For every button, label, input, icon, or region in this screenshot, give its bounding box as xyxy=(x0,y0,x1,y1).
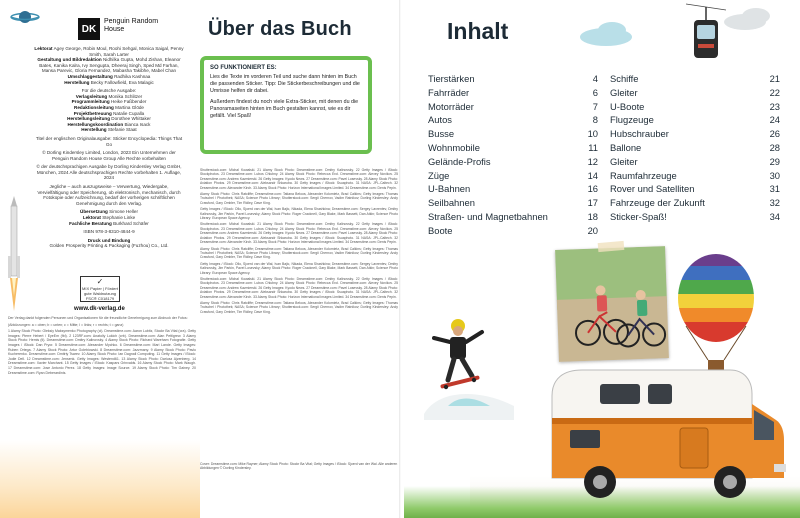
planet-icon xyxy=(10,8,40,26)
toc-entry[interactable]: Schiffe 21 xyxy=(610,73,780,84)
about-title: Über das Buch xyxy=(208,18,352,40)
toc-entry[interactable]: Motorräder 7 xyxy=(428,100,598,112)
toc-entry[interactable]: Boote 20 xyxy=(428,224,598,236)
rights-notice: Jegliche – auch auszugsweise – Verwertung, Wiedergabe, Vervielfältigung oder Speicherung, ob elektronisch, mechanisch, durch Fotokopie oder Aufzeichnung, bedarf der vorherigen schriftlichen Genehmigung durch den Verlag. xyxy=(37,184,181,206)
toc-entry[interactable]: Gleiter 29 xyxy=(610,155,780,167)
credits-de: Für die deutsche Ausgabe: Verlagsleitung Monika Schlitzer Programmleitung Heike Faßbender Redaktionsleitung Martina Glöde Projektbetreuung Natalie Cupalla Herstellungsleitung Dorothee Whittaker Herstellungskoordination Bianca Isack Herstellung Stefanie Staat xyxy=(67,88,151,133)
toc-entry[interactable]: Hubschrauber 26 xyxy=(610,128,780,140)
dk-logo: DK xyxy=(78,18,100,40)
imprint-credits xyxy=(34,46,184,252)
toc-entry[interactable]: Rover und Satelliten 31 xyxy=(610,183,780,195)
credits-en: Lektorat Agey George, Robin Moul, Roohi Sehgal, Monica Saigal, Penny Smith, Sarah Larter Gestaltung und Bildredaktion Nidhilka Gupta, Mohd Zishan, Eleanor Bates, Kanika Kalra, Ivy Sengupta, Dheeraj Singh, Sped Md Farhan, Mansa Parevic, Gloria Fernandez, Mabasha Takibhe, Mabel Chan Umschlaggestaltung Radhika Kashnaa Herstellung Becky Fallowfield, Eva Malagic xyxy=(34,46,184,85)
cyclists-illustration xyxy=(555,246,669,362)
toc-entry[interactable]: Raumfahrzeuge 30 xyxy=(610,169,780,181)
toc-entry[interactable]: Flugzeuge 24 xyxy=(610,114,780,126)
toc-entry[interactable]: Ballone 28 xyxy=(610,141,780,153)
copyright-en: © Dorling Kindersley Limited, London, 2023 Ein Unternehmen der Penguin Random House Group Alle Rechte vorbehalten xyxy=(42,150,176,161)
toc-entry[interactable]: Autos 8 xyxy=(428,114,598,126)
publisher-name: Penguin Random House xyxy=(104,18,159,33)
cloud xyxy=(742,8,770,24)
toc-entry[interactable]: Züge 14 xyxy=(428,169,598,181)
toc-entry[interactable]: Fahrzeuge der Zukunft 32 xyxy=(610,197,780,209)
skateboarder-illustration xyxy=(418,310,518,420)
how-it-works-box xyxy=(200,56,372,154)
cyclists-photo xyxy=(555,246,669,362)
book-gutter xyxy=(399,0,401,518)
camper-van-illustration xyxy=(530,360,792,510)
toc-column-2 xyxy=(610,72,780,224)
how-it-works-heading: SO FUNKTIONIERT ES: xyxy=(210,65,277,71)
copyright-de: © der deutschsprachigen Ausgabe by Dorling Kindersley Verlag GmbH, München, 2024 Alle deutschsprachigen Rechte vorbehalten 1. Auflage, 2024 xyxy=(36,164,182,181)
about-book-page xyxy=(200,0,400,518)
toc-entry[interactable]: U-Bahnen 16 xyxy=(428,183,598,195)
printer-info: Druck und Bindung Golden Prosperity Printing & Packaging (Fuzhou) Co., Ltd. xyxy=(49,237,169,249)
fsc-label: ✓ MIX Papier | Fördert gute Waldnutzung FSC® C018179 xyxy=(80,276,120,302)
toc-entry[interactable]: Sticker-Spaß! 34 xyxy=(610,210,780,222)
how-it-works-para1: Lies die Texte im vorderen Teil und suche dann hinten im Buch die passenden Sticker. Tipp: Die Stickerbeschreibungen und die Umrisse helfen dir dabei. xyxy=(210,74,360,94)
publisher-logo xyxy=(78,18,164,40)
picture-credits-right: Shutterstock.com: Michal Kowalski. 21 Alamy Stock Photo: Dreamstime.com: Dmitry Kalinovsky. 22 Getty Images / iStock: Stockphotos. 23 Dreamstime.com: Lubos Chlubny. 24 Alamy Stock Photo: Rebecca Erol. Dreamstime.com: Alexey Novikov. 25 Dreamstime.com: Andrew Kazmierski. 26 Getty Images: Kyodo News. 27 Dreamstime.com: Pavel Losevsky. 28 Alamy Stock Photo: Aviation Photos. 29 Dreamstime.com: Aleksandr Shkaruba. 30 Getty Images / iStock: Ssuaphoto. 31 NASA: JPL-Caltech. 32 Dreamstime.com: Alexander Kirch. 33 Alamy Stock Photo: Horizon International Images Limited. 34 Dreamstime.com: Denis Pepin. Alamy Stock Photo: Chris Ratcliffe; Dreamstime.com: Tatiana Belova, Alexander Kolomietz, Brad Calkins; Getty Images: Thomas Trutschel / Photothek; NASA; Science Photo Library; Shutterstock.com: Sergii Chernov, Vadim Ratnikov; Dorling Kindersley: Andy Crawford, Gary Ombler, Tim Ridley, Dave King. Getty Images / iStock: Ollo, Sjoerd van der Wal, Ivan Bajic, Nikada, Elena Shashkina; Dreamstime.com: Sergey Lavrentev, Dmitry Kalinovsky, Jim Parkin, Pavel Losevsky; Alamy Stock Photo: Roger Cracknell, Gary Blake, Mark Bassett, Dan Atkin; Science Photo Library: European Space Agency. Shutterstock.com: Michal Kowalski. 21 Alamy Stock Photo: Dreamstime.com: Dmitry Kalinovsky. 22 Getty Images / iStock: Stockphotos. 23 Dreamstime.com: Lubos Chlubny. 24 Alamy Stock Photo: Rebecca Erol. Dreamstime.com: Alexey Novikov. 25 Dreamstime.com: Andrew Kazmierski. 26 Getty Images: Kyodo News. 27 Dreamstime.com: Pavel Losevsky. 28 Alamy Stock Photo: Aviation Photos. 29 Dreamstime.com: Aleksandr Shkaruba. 30 Getty Images / iStock: Ssuaphoto. 31 NASA: JPL-Caltech. 32 Dreamstime.com: Alexander Kirch. 33 Alamy Stock Photo: Horizon International Images Limited. 34 Dreamstime.com: Denis Pepin. Alamy Stock Photo: Chris Ratcliffe; Dreamstime.com: Tatiana Belova, Alexander Kolomietz, Brad Calkins; Getty Images: Thomas Trutschel / Photothek; NASA; Science Photo Library; Shutterstock.com: Sergii Chernov, Vadim Ratnikov; Dorling Kindersley: Andy Crawford, Gary Ombler, Tim Ridley, Dave King. Getty Images / iStock: Ollo, Sjoerd van der Wal, Ivan Bajic, Nikada, Elena Shashkina; Dreamstime.com: Sergey Lavrentev, Dmitry Kalinovsky, Jim Parkin, Pavel Losevsky; Alamy Stock Photo: Roger Cracknell, Gary Blake, Mark Bassett, Dan Atkin; Science Photo Library: European Space Agency. Shutterstock.com: Michal Kowalski. 21 Alamy Stock Photo: Dreamstime.com: Dmitry Kalinovsky. 22 Getty Images / iStock: Stockphotos. 23 Dreamstime.com: Lubos Chlubny. 24 Alamy Stock Photo: Rebecca Erol. Dreamstime.com: Alexey Novikov. 25 Dreamstime.com: Andrew Kazmierski. 26 Getty Images: Kyodo News. 27 Dreamstime.com: Pavel Losevsky. 28 Alamy Stock Photo: Aviation Photos. 29 Dreamstime.com: Aleksandr Shkaruba. 30 Getty Images / iStock: Ssuaphoto. 31 NASA: JPL-Caltech. 32 Dreamstime.com: Alexander Kirch. 33 Alamy Stock Photo: Horizon International Images Limited. 34 Dreamstime.com: Denis Pepin. Alamy Stock Photo: Chris Ratcliffe; Dreamstime.com: Tatiana Belova, Alexander Kolomietz, Brad Calkins; Getty Images: Thomas Trutschel / Photothek; NASA; Science Photo Library; Shutterstock.com: Sergii Chernov, Vadim Ratnikov; Dorling Kindersley: Andy Crawford, Gary Ombler, Tim Ridley, Dave King. xyxy=(200,168,398,314)
how-it-works-para2: Außerdem findest du noch viele Extra-Sticker, mit denen du die Panoramaseiten hinten im Buch gestalten kannst, wie es dir gefällt. Viel Spaß! xyxy=(210,99,359,119)
isbn: ISBN 978-3-8310-4844-9 xyxy=(83,229,135,235)
original-title: Titel der englischen Originalausgabe: Sticker Encyclopedia: Things That Go xyxy=(35,135,183,147)
contents-title: Inhalt xyxy=(447,18,509,44)
website-url[interactable]: www.dk-verlag.de xyxy=(74,306,125,312)
sunset-sky xyxy=(0,440,200,518)
toc-column-1 xyxy=(428,72,598,238)
toc-entry[interactable]: Tierstärken 4 xyxy=(428,73,598,84)
toc-entry[interactable]: U-Boote 23 xyxy=(610,100,780,112)
picture-credits-left: Der Verlag dankt folgenden Personen und Organisationen für die freundliche Genehmigung zum Abdruck der Fotos: (Abkürzungen: a = oben; b = unten; c = Mitte; l = links; r = rechts; t = ganz) 1 Alamy Stock Photo: Oleksiy Maksymenko Photography (cl). Dreamstime.com: Aaron Lubitz, Stockr Ba Vital (cra). Getty Images: Pierre Hebert / EyeEm (fbl). 2 123RF.com: Anatoliy Lukich (crb). Dreamstime.com: Alan Pettigrew. 3 Alamy Stock Photo: Hemis (tl). Dreamstime.com: Dmitry Kalinovsky. 4 Alamy Stock Photo: Richard Wareham Fotografie. Getty Images / iStock: Dan Pryor. 5 Dreamstime.com: Alexander Mychko. 6 Dreamstime.com: Mari Lande. Getty Images: Ruben Ortega. 7 Alamy Stock Photo: Artur Golebiowski. 8 Dreamstime.com: Jazzmany. 9 Alamy Stock Photo: Pavlo Kucherenko. Dreamstime.com: Dmitriy Tsarev. 10 Alamy Stock Photo: Ian Dagnall Computing. 11 Getty Images / iStock: Jodie Dell. 12 Dreamstime.com: Jensenk. Getty Images: Westend61. 13 Alamy Stock Photo: Dariusz Ajzenberg. 14 Dreamstime.com: Xavier Marchant. 15 Getty Images / iStock: Kaspars Grinvalds. 16 Alamy Stock Photo: Mark Waugh. 17 Dreamstime.com: Jose Antonio Perez. 18 Getty Images: Image Source. 19 Alamy Stock Photo: Tim Gainey. 20 Dreamstime.com: Ryan Deberardinis. xyxy=(8,316,196,375)
cloud xyxy=(598,22,626,38)
cover-credits: Cover: Dreamstime.com: Mike Rayner; Alamy Stock Photo: Stockr Ba Vital; Getty Images / iStock: Sjoerd van der Wal. Alle anderen Abbildungen © Dorling Kindersley. xyxy=(200,462,398,471)
gondola-illustration xyxy=(686,0,726,64)
toc-entry[interactable]: Wohnmobile 11 xyxy=(428,141,598,153)
toc-entry[interactable]: Busse 10 xyxy=(428,128,598,140)
toc-entry[interactable]: Seilbahnen 17 xyxy=(428,197,598,209)
fsc-tree-icon: ✓ xyxy=(96,277,104,286)
toc-entry[interactable]: Gelände-Profis 12 xyxy=(428,155,598,167)
toc-entry[interactable]: Fahrräder 6 xyxy=(428,86,598,98)
rocket-illustration xyxy=(6,196,22,316)
imprint-page xyxy=(0,0,200,518)
toc-entry[interactable]: Gleiter 22 xyxy=(610,86,780,98)
toc-entry[interactable]: Straßen- und Magnetbahnen 18 xyxy=(428,210,598,222)
translation-credits: Übersetzung Simone Heller Lektorat Stephanie Linke Fachliche Beratung Burkhard Schäfer xyxy=(69,209,149,226)
